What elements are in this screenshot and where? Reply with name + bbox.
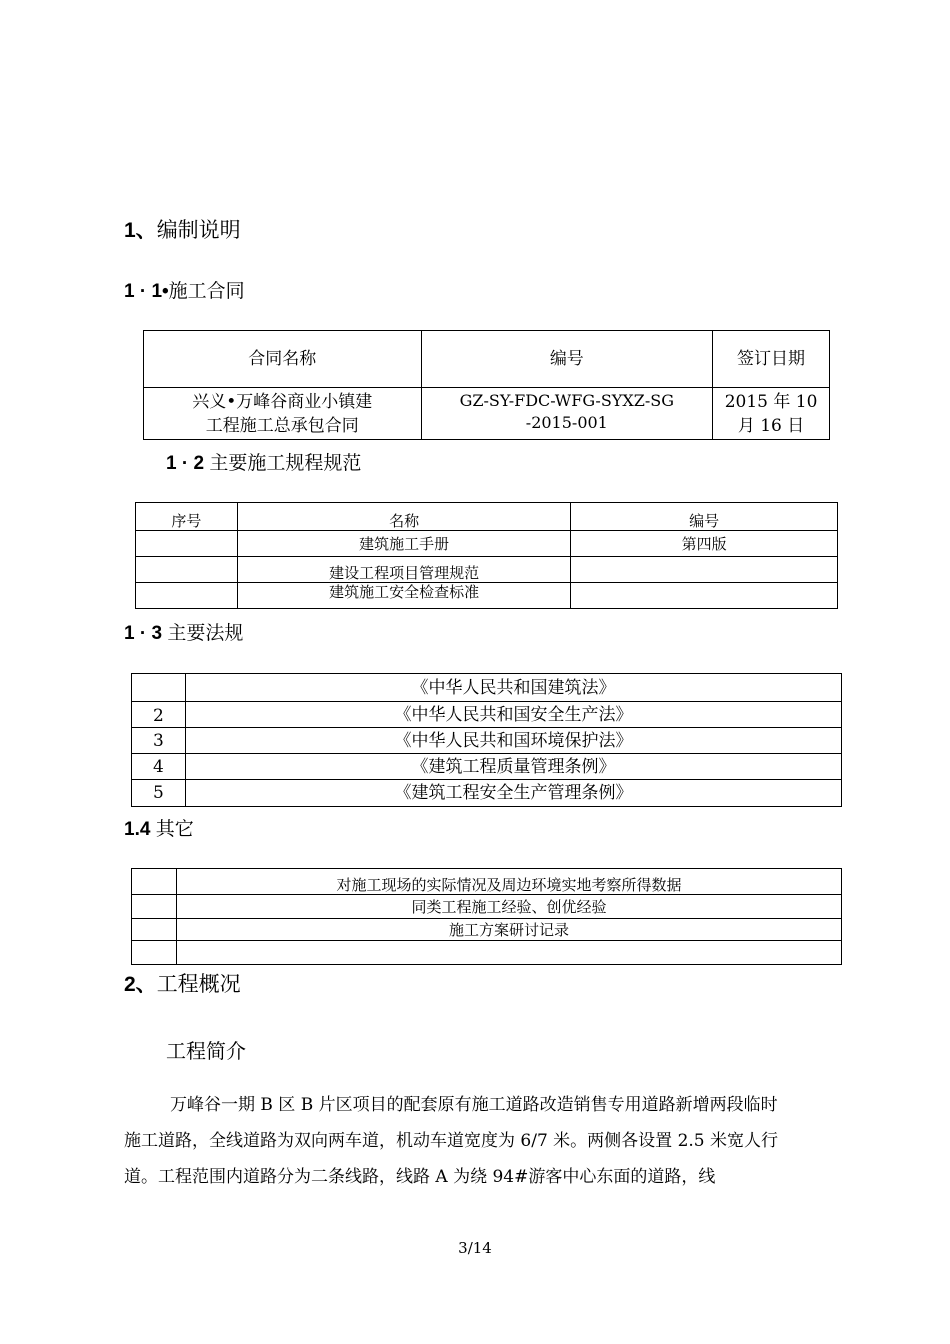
contract-table [143, 330, 830, 440]
section-2-number: 2、 [124, 973, 157, 996]
section-1-1-number: 1 · 1• [124, 281, 169, 302]
contract-date-cell [713, 388, 830, 440]
table-row [136, 583, 838, 609]
table-row [132, 702, 842, 728]
row-number-cell [132, 895, 177, 919]
reference-name-cell: 同类工程施工经验、创优经验 [176, 895, 841, 919]
section-1-3-text: 主要法规 [167, 622, 244, 644]
table-row [136, 557, 838, 583]
table-row [132, 754, 842, 780]
paragraph-line: 道。工程范围内道路分为二条线路，线路 A 为绕 94#游客中心东面的道路，线 [124, 1167, 716, 1187]
project-intro-heading: 工程简介 [166, 1039, 246, 1063]
table-header-row [144, 331, 830, 388]
section-1-1-text: 施工合同 [168, 280, 245, 302]
row-number-cell: 3 [132, 728, 186, 754]
other-references-table [131, 868, 842, 965]
section-1-2-heading [166, 448, 361, 475]
project-intro-paragraph [124, 1087, 842, 1195]
standard-code-cell [571, 557, 838, 583]
contract-name-line: 兴义•万峰谷商业小镇建 [192, 391, 373, 412]
header-cell: 合同名称 [144, 331, 422, 388]
paragraph-line: 施工道路，全线道路为双向两车道，机动车道宽度为 6/7 米。两侧各设置 2.5 米宽人行 [124, 1131, 779, 1151]
reference-name-cell: 对施工现场的实际情况及周边环境实地考察所得数据 [176, 869, 841, 895]
row-number-cell: 5 [132, 780, 186, 807]
section-1-3-number: 1 · 3 [124, 623, 168, 644]
section-1-text: 编制说明 [156, 218, 241, 242]
header-cell: 序号 [136, 503, 238, 531]
regulations-table [131, 673, 842, 807]
regulation-name-cell: 《中华人民共和国建筑法》 [185, 674, 841, 702]
table-header-row [136, 503, 838, 531]
reference-name-cell: 施工方案研讨记录 [176, 919, 841, 941]
row-number-cell [132, 869, 177, 895]
header-cell: 编号 [571, 503, 838, 531]
section-1-title [124, 214, 241, 244]
section-1-2-text: 主要施工规程规范 [209, 452, 362, 474]
regulation-name-cell: 《中华人民共和国安全生产法》 [185, 702, 841, 728]
row-number-cell: 4 [132, 754, 186, 780]
section-1-1-heading [124, 276, 245, 303]
section-1-4-text: 其它 [155, 818, 194, 840]
contract-name-line: 工程施工总承包合同 [205, 415, 359, 436]
standard-name-cell: 建筑施工手册 [237, 531, 571, 557]
section-1-4-heading [124, 814, 194, 841]
paragraph-line: 万峰谷一期 B 区 B 片区项目的配套原有施工道路改造销售专用道路新增两段临时 [170, 1095, 778, 1115]
header-cell: 编号 [421, 331, 713, 388]
contract-name-cell [144, 388, 422, 440]
row-number-cell [136, 531, 238, 557]
contract-code-line: -2015-001 [525, 413, 608, 432]
row-number-cell [132, 674, 186, 702]
section-1-3-heading [124, 618, 243, 645]
row-number-cell [136, 583, 238, 609]
row-number-cell [132, 941, 177, 965]
section-2-title [124, 968, 241, 998]
standard-code-cell [571, 583, 838, 609]
standard-name-cell: 建筑施工安全检查标准 [237, 583, 571, 609]
table-row [132, 941, 842, 965]
regulation-name-cell: 《中华人民共和国环境保护法》 [185, 728, 841, 754]
table-row [136, 531, 838, 557]
table-row [144, 388, 830, 440]
table-row [132, 728, 842, 754]
regulation-name-cell: 《建筑工程质量管理条例》 [185, 754, 841, 780]
table-row [132, 869, 842, 895]
section-1-2-number: 1 · 2 [166, 453, 210, 474]
row-number-cell [136, 557, 238, 583]
standard-name-cell: 建设工程项目管理规范 [237, 557, 571, 583]
standards-table [135, 502, 838, 609]
contract-code-cell [421, 388, 713, 440]
table-row [132, 895, 842, 919]
table-row [132, 780, 842, 807]
table-row [132, 674, 842, 702]
section-2-text: 工程概况 [156, 972, 241, 996]
reference-name-cell [176, 941, 841, 965]
header-cell: 签订日期 [713, 331, 830, 388]
section-1-number: 1、 [124, 219, 157, 242]
page-number: 3/14 [458, 1239, 492, 1257]
header-cell: 名称 [237, 503, 571, 531]
row-number-cell [132, 919, 177, 941]
contract-date-line: 2015 年 10 [724, 391, 818, 412]
contract-date-line: 月 16 日 [737, 415, 805, 436]
standard-code-cell: 第四版 [571, 531, 838, 557]
regulation-name-cell: 《建筑工程安全生产管理条例》 [185, 780, 841, 807]
table-row [132, 919, 842, 941]
section-1-4-number: 1.4 [124, 819, 156, 840]
row-number-cell: 2 [132, 702, 186, 728]
contract-code-line: GZ-SY-FDC-WFG-SYXZ-SG [459, 391, 675, 410]
